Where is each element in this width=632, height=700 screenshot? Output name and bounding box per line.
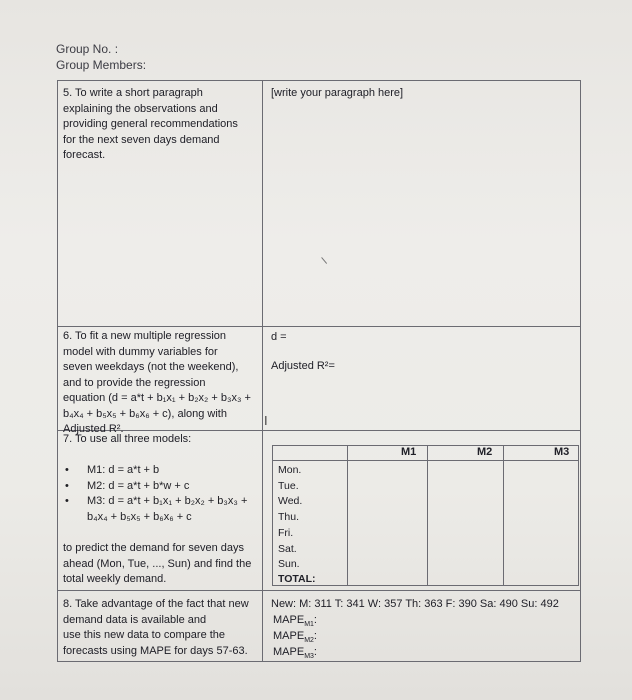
new-demand-data: New: M: 311 T: 341 W: 357 Th: 363 F: 390 Sa: 490 Su: 492 [271, 598, 559, 610]
q7-title: 7. To use all three models: [63, 433, 192, 445]
forecast-grid [272, 445, 579, 586]
row-label-sun: Sun. [278, 558, 300, 570]
q5-answer-field[interactable]: [write your paragraph here] [271, 87, 404, 99]
q7-instructions: to predict the demand for seven days ahead (Mon, Tue, ..., Sun) and find the total weekly demand. [63, 542, 252, 585]
row-label-total: TOTAL: [278, 573, 316, 585]
row-label-thu: Thu. [278, 511, 300, 523]
row-label-sat: Sat. [278, 543, 297, 555]
group-number-label: Group No. : [56, 42, 119, 56]
column-m2: M2 [477, 446, 493, 458]
q8-prompt: 8. Take advantage of the fact that new demand data is available and use this new data to compare the forecasts using MAPE for days 57-63. [63, 598, 249, 657]
q6-prompt: 6. To fit a new multiple regression model with dummy variables for seven weekdays (not the weekend), and to provide the regression equation (d = a*t + b₁x₁ + b₂x₂ + b₃x₃ + b₄x₄ + b₅x₅ + b₆x₆ + c), along with Adjusted R². [63, 330, 251, 435]
row-label-wed: Wed. [278, 495, 303, 507]
row-label-tue: Tue. [278, 480, 299, 492]
model-m2: • M2: d = a*t + b*w + c [63, 479, 247, 495]
text-cursor-icon: I [264, 413, 268, 428]
q7-model-list [63, 463, 247, 525]
q5-prompt: 5. To write a short paragraph explaining the observations and providing general recommendations for the next seven days demand forecast. [63, 87, 238, 161]
column-m1: M1 [401, 446, 417, 458]
model-m3: • M3: d = a*t + b₁x₁ + b₂x₂ + b₃x₃ + b₄x₄ + b₅x₅ + b₆x₆ + c [63, 494, 247, 525]
mape-m2-field[interactable]: $MAPE_{M2}$: [273, 630, 317, 645]
adjusted-r2-field[interactable]: Adjusted R²= [271, 360, 335, 372]
pen-mark [321, 248, 338, 264]
row-label-mon: Mon. [278, 464, 302, 476]
assignment-table [57, 80, 581, 662]
row-label-fri: Fri. [278, 527, 294, 539]
group-members-label: Group Members: [56, 58, 147, 72]
mape-m1-field[interactable]: $MAPE_{M1}$: [273, 614, 317, 629]
column-m3: M3 [554, 446, 570, 458]
model-m1: • M1: d = a*t + b [63, 463, 247, 479]
mape-m3-field[interactable]: $MAPE_{M3}$: [273, 646, 317, 661]
d-equation-field[interactable]: d = [271, 331, 287, 343]
